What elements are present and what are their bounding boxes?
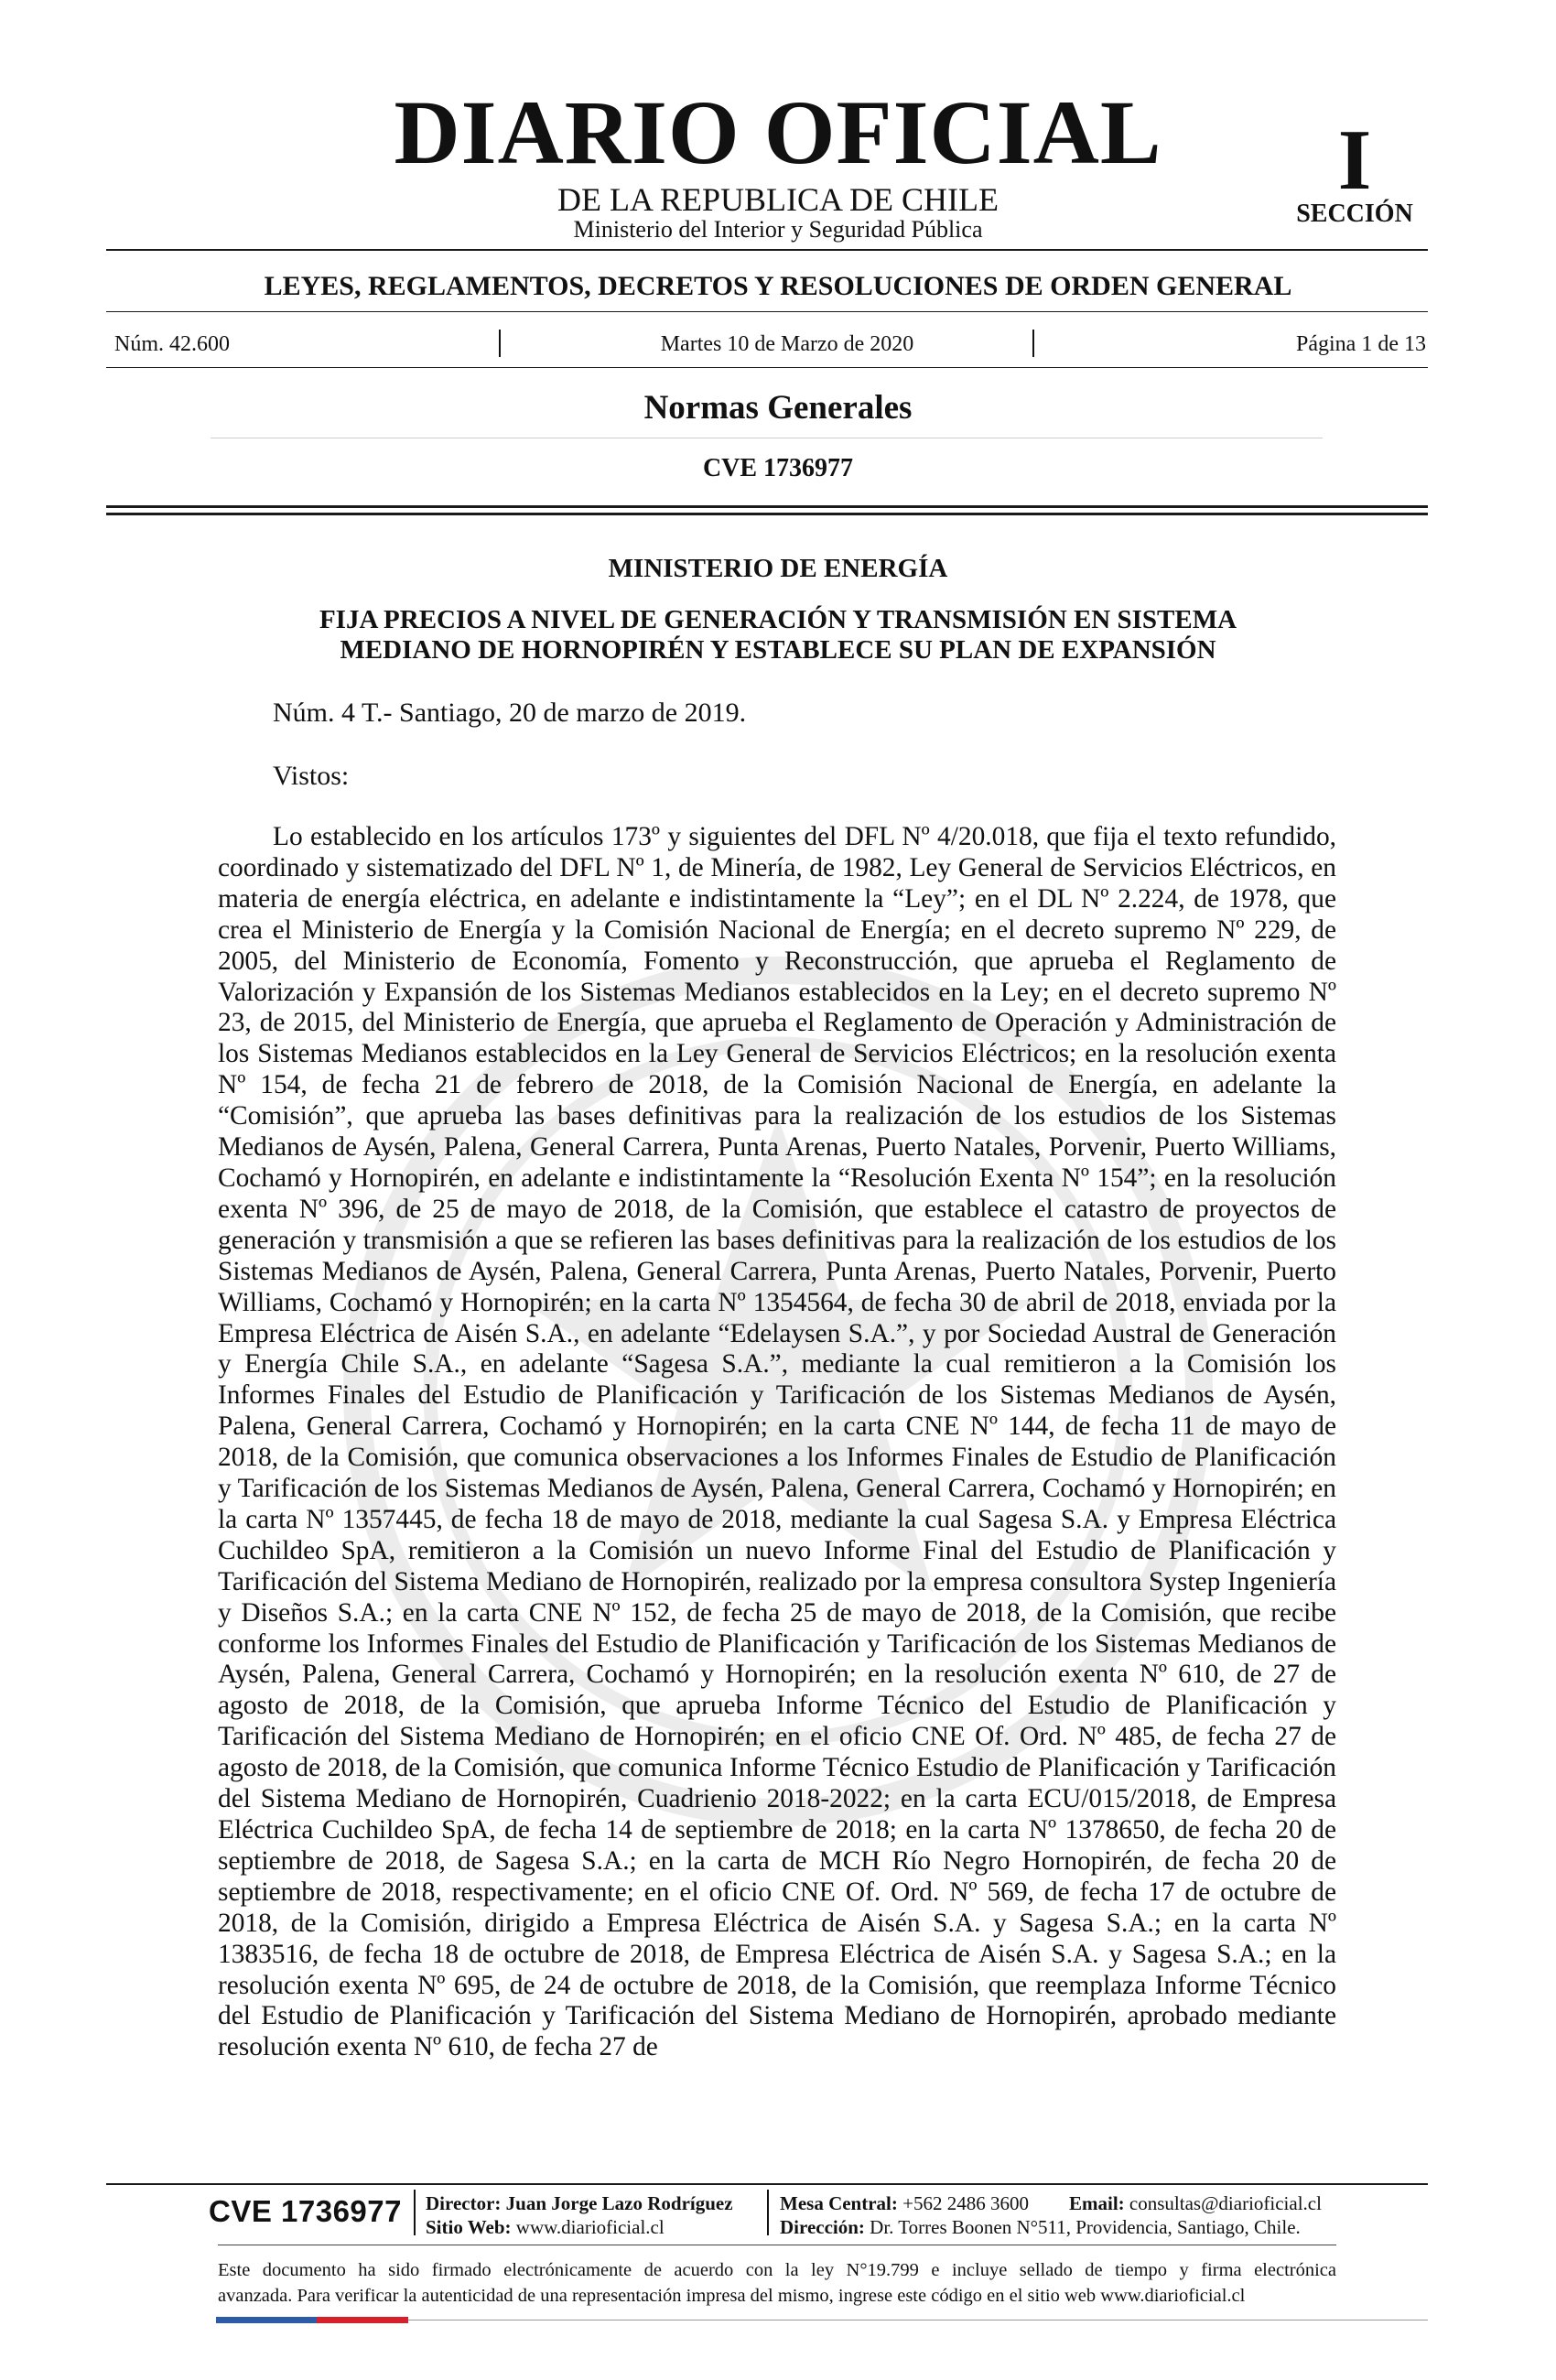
category-divider [106,311,1428,312]
decree-title: MEDIANO DE HORNOPIRÉN Y ESTABLECE SU PLAN DE EXPANSIÓN [340,635,1216,665]
flag-stripe-blue [216,2317,317,2323]
footer-phone-value: +562 2486 3600 [902,2192,1029,2214]
footer-phone [780,2191,1029,2215]
footer-email-label: Email: [1069,2192,1125,2214]
footer-divider [106,2183,1428,2185]
footer-disclaimer: avanzada. Para verificar la autenticidad de una representación impresa del mismo, ingrese este código en el sitio web www.diarioficial.cl [218,2286,1246,2306]
footer-separator [414,2190,416,2235]
footer-email [1069,2191,1322,2215]
issue-separator [499,330,501,357]
footer-address-value: Dr. Torres Boonen N°511, Providencia, Santiago, Chile. [870,2216,1301,2238]
vistos-label: Vistos: [273,761,350,791]
section-number: I [1337,113,1372,208]
decree-body-paragraph: Lo establecido en los artículos 173º y siguientes del DFL Nº 4/20.018, que fija el texto refundido, coordinado y sistematizado del DFL Nº 1, de Minería, de 1982, Ley General de Servicios Eléctricos, en materia de energía eléctrica, en adelante e indistintamente la “Ley”; en el DL Nº 2.224, de 1978, que crea el Ministerio de Energía y la Comisión Nacional de Energía; en el decreto supremo Nº 229, de 2005, del Ministerio de Economía, Fomento y Reconstrucción, que aprueba el Reglamento de Valorización y Expansión de los Sistemas Medianos establecidos en la Ley; en el decreto supremo Nº 23, de 2015, del Ministerio de Energía, que aprueba el Reglamento de Operación y Administración de los Sistemas Medianos establecidos en la Ley General de Servicios Eléctricos; en la resolución exenta Nº 154, de fecha 21 de febrero de 2018, de la Comisión Nacional de Energía, en adelante la “Comisión”, que aprueba las bases definitivas para la realización de los estudios de los Sistemas Medianos de Aysén, Palena, General Carrera, Punta Arenas, Puerto Natales, Porvenir, Puerto Williams, Cochamó y Hornopirén, en adelante e indistintamente la “Resolución Exenta Nº 154”; en la resolución exenta Nº 396, de 25 de mayo de 2018, de la Comisión, que establece el catastro de proyectos de generación y transmisión a que se refieren las bases definitivas para la realización de los estudios de los Sistemas Medianos de Aysén, Palena, General Carrera, Punta Arenas, Puerto Natales, Porvenir, Puerto Williams, Cochamó y Hornopirén; en la carta Nº 1354564, de fecha 30 de abril de 2018, enviada por la Empresa Eléctrica de Aisén S.A., en adelante “Edelaysen S.A.”, y por Sociedad Austral de Generación y Energía Chile S.A., en adelante “Sagesa S.A.”, mediante la cual remitieron a la Comisión los Informes Finales del Estudio de Planificación y Tarificación de los Sistemas Medianos de Aysén, Palena, General Carrera, Cochamó y Hornopirén; en la carta CNE Nº 144, de fecha 11 de mayo de 2018, de la Comisión, que comunica observaciones a los Informes Finales de Estudio de Planificación y Tarificación de los Sistemas Medianos de Aysén, Palena, General Carrera, Cochamó y Hornopirén; en la carta Nº 1357445, de fecha 18 de mayo de 2018, mediante la cual Sagesa S.A. y Empresa Eléctrica Cuchildeo SpA, remitieron a la Comisión un nuevo Informe Final del Estudio de Planificación y Tarificación del Sistema Mediano de Hornopirén, realizado por la empresa consultora Systep Ingeniería y Diseños S.A.; en la carta CNE Nº 152, de fecha 25 de mayo de 2018, de la Comisión, que recibe conforme los Informes Finales del Estudio de Planificación y Tarificación de los Sistemas Medianos de Aysén, Palena, General Carrera, Cochamó y Hornopirén; en la resolución exenta Nº 610, de 27 de agosto de 2018, de la Comisión, que aprueba Informe Técnico del Estudio de Planificación y Tarificación del Sistema Mediano de Hornopirén; en el oficio CNE Of. Ord. Nº 485, de fecha 27 de agosto de 2018, de la Comisión, que comunica Informe Técnico Estudio de Planificación y Tarificación del Sistema Mediano de Hornopirén, Cuadrienio 2018-2022; en la carta ECU/015/2018, de Empresa Eléctrica Cuchildeo SpA, de fecha 14 de septiembre de 2018; en la carta Nº 1378650, de fecha 20 de septiembre de 2018, de Sagesa S.A.; en la carta de MCH Río Negro Hornopirén, de fecha 20 de septiembre de 2018, respectivamente; en el oficio CNE Of. Ord. Nº 569, de fecha 17 de octubre de 2018, de la Comisión, dirigido a Empresa Eléctrica de Aisén S.A. y Sagesa S.A.; en la carta Nº 1383516, de fecha 18 de octubre de 2018, de Empresa Eléctrica de Aisén S.A. y Sagesa S.A.; en la resolución exenta Nº 695, de 24 de octubre de 2018, de la Comisión, que reemplaza Informe Técnico del Estudio de Planificación y Tarificación del Sistema Mediano de Hornopirén, aprobado mediante resolución exenta Nº 610, de fecha 27 de [218,822,1336,2062]
footer-email-link[interactable]: consultas@diarioficial.cl [1129,2192,1322,2214]
decree-number: Núm. 4 T.- Santiago, 20 de marzo de 2019. [273,698,747,728]
issue-separator [1032,330,1034,357]
footer-address [780,2215,1301,2239]
header-double-rule [106,505,1428,508]
category-heading: LEYES, REGLAMENTOS, DECRETOS Y RESOLUCIONES DE ORDEN GENERAL [264,271,1292,301]
issue-number: Núm. 42.600 [114,332,230,356]
footer-director-label: Director: [426,2192,502,2214]
flag-stripe-red [317,2317,408,2323]
issue-divider [106,367,1428,368]
masthead-subtitle: DE LA REPUBLICA DE CHILE [557,181,999,218]
header-double-rule [106,513,1428,515]
footer-phone-label: Mesa Central: [780,2192,898,2214]
masthead-ministry: Ministerio del Interior y Seguridad Pública [573,216,983,243]
footer-website-link[interactable]: www.diarioficial.cl [515,2216,665,2238]
decree-ministry: MINISTERIO DE ENERGÍA [608,554,948,583]
masthead-divider [106,249,1428,251]
issue-date: Martes 10 de Marzo de 2020 [660,332,914,356]
section-label: SECCIÓN [1296,200,1413,228]
footer-director-name: Juan Jorge Lazo Rodríguez [505,2192,733,2214]
footer-address-label: Dirección: [780,2216,865,2238]
footer-director [426,2191,733,2215]
footer-separator [767,2190,769,2235]
footer-disclaimer: Este documento ha sido firmado electrónicamente de acuerdo con la ley N°19.799 e incluye sellado de tiempo y firma electrónica [218,2260,1336,2280]
page-indicator: Página 1 de 13 [1296,332,1426,356]
cve-code: CVE 1736977 [702,454,854,482]
footer-cve-code: CVE 1736977 [209,2194,402,2228]
decree-title: FIJA PRECIOS A NIVEL DE GENERACIÓN Y TRANSMISIÓN EN SISTEMA [319,605,1237,634]
section-title: Normas Generales [643,389,913,427]
footer-website [426,2215,665,2239]
masthead-title: DIARIO OFICIAL [394,81,1162,183]
footer-website-label: Sitio Web: [426,2216,512,2238]
